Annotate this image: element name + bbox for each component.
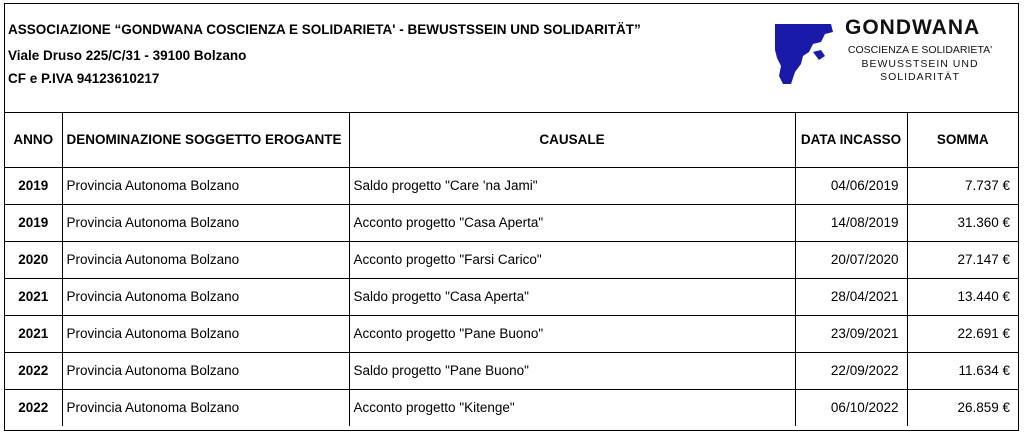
table-row	[5, 389, 1018, 426]
org-address: Viale Druso 225/C/31 - 39100 Bolzano	[8, 48, 247, 63]
cell-ente: Provincia Autonoma Bolzano	[62, 278, 349, 315]
cell-causale: Acconto progetto "Casa Aperta"	[349, 204, 795, 241]
cell-somma: 26.859 €	[907, 389, 1018, 426]
column-header-causale: CAUSALE	[349, 112, 795, 167]
cell-anno: 2022	[5, 352, 62, 389]
gondwana-logo	[773, 16, 1009, 96]
continent-map-icon	[773, 22, 835, 86]
cell-ente: Provincia Autonoma Bolzano	[62, 352, 349, 389]
cell-causale: Acconto progetto "Farsi Carico"	[349, 241, 795, 278]
cell-data: 04/06/2019	[795, 167, 907, 204]
table-header-row	[5, 112, 1018, 167]
cell-somma: 7.737 €	[907, 167, 1018, 204]
cell-anno: 2019	[5, 204, 62, 241]
cell-data: 06/10/2022	[795, 389, 907, 426]
logo-subtitle-1: COSCIENZA E SOLIDARIETA'	[847, 44, 993, 56]
column-header-data: DATA INCASSO	[795, 112, 907, 167]
column-header-ente: DENOMINAZIONE SOGGETTO EROGANTE	[62, 112, 349, 167]
cell-data: 14/08/2019	[795, 204, 907, 241]
cell-somma: 27.147 €	[907, 241, 1018, 278]
cell-data: 22/09/2022	[795, 352, 907, 389]
table-row	[5, 315, 1018, 352]
cell-anno: 2021	[5, 315, 62, 352]
table-row	[5, 167, 1018, 204]
cell-ente: Provincia Autonoma Bolzano	[62, 389, 349, 426]
table-row	[5, 241, 1018, 278]
cell-anno: 2021	[5, 278, 62, 315]
cell-ente: Provincia Autonoma Bolzano	[62, 167, 349, 204]
cell-anno: 2022	[5, 389, 62, 426]
cell-somma: 22.691 €	[907, 315, 1018, 352]
document-sheet	[4, 3, 1019, 431]
column-header-somma: SOMMA	[907, 112, 1018, 167]
table-row	[5, 204, 1018, 241]
logo-subtitle-3: SOLIDARITÄT	[880, 71, 960, 83]
column-header-anno: ANNO	[5, 112, 62, 167]
cell-ente: Provincia Autonoma Bolzano	[62, 204, 349, 241]
cell-causale: Saldo progetto "Casa Aperta"	[349, 278, 795, 315]
cell-causale: Saldo progetto "Pane Buono"	[349, 352, 795, 389]
cell-causale: Saldo progetto "Care 'na Jami"	[349, 167, 795, 204]
cell-somma: 11.634 €	[907, 352, 1018, 389]
cell-somma: 13.440 €	[907, 278, 1018, 315]
logo-name: GONDWANA	[845, 16, 981, 39]
cell-causale: Acconto progetto "Pane Buono"	[349, 315, 795, 352]
cell-anno: 2019	[5, 167, 62, 204]
org-name: ASSOCIAZIONE “GONDWANA COSCIENZA E SOLIDARIETA' - BEWUSTSSEIN UND SOLIDARITÄT”	[8, 22, 641, 37]
cell-anno: 2020	[5, 241, 62, 278]
table-row	[5, 278, 1018, 315]
logo-subtitle-2: BEWUSSTSEIN UND	[861, 58, 979, 70]
org-tax-id: CF e P.IVA 94123610217	[8, 71, 160, 86]
funding-table	[5, 112, 1018, 426]
cell-ente: Provincia Autonoma Bolzano	[62, 241, 349, 278]
cell-ente: Provincia Autonoma Bolzano	[62, 315, 349, 352]
document-header	[5, 4, 1018, 113]
cell-causale: Acconto progetto "Kitenge"	[349, 389, 795, 426]
cell-data: 20/07/2020	[795, 241, 907, 278]
cell-somma: 31.360 €	[907, 204, 1018, 241]
cell-data: 23/09/2021	[795, 315, 907, 352]
cell-data: 28/04/2021	[795, 278, 907, 315]
table-row	[5, 352, 1018, 389]
